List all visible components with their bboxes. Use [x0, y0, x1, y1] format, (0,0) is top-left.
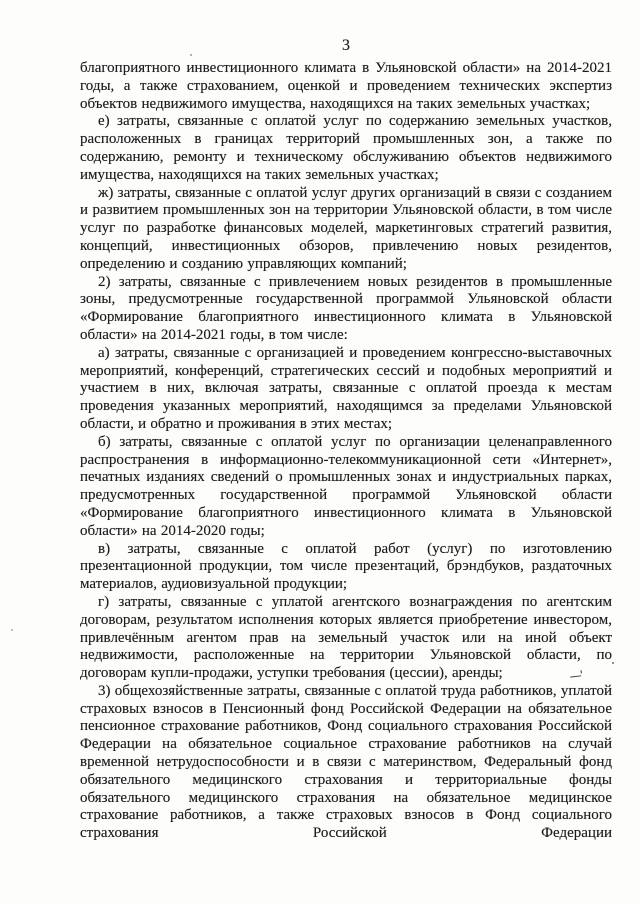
scan-speck-top [190, 54, 192, 56]
paragraph-item-v: в) затраты, связанные с оплатой работ (услуг) по изготовлению презентационной продукции, том числе презентаций, брэндбуков, раздаточных материалов, аудиовизуальной продукции; [80, 540, 612, 593]
scan-speck-left [11, 629, 13, 631]
page-number: 3 [342, 37, 350, 54]
paragraph-item-e: е) затраты, связанные с оплатой услуг по содержанию земельных участков, расположенных в границах территорий промышленных зон, а также по содержанию, ремонту и техническому обслуживанию объектов недвижимого имущества, находящихся на таких земельных участках; [80, 113, 612, 183]
paragraph-item-a: а) затраты, связанные с организацией и проведением конгрессно-выставочных мероприятий, конференций, стратегических сессий и подобных мероприятий и участием в них, включая затраты, связанные с оплатой проезда к местам проведения указанных мероприятий, находящимся за пределами Ульяновской области, и обратно и проживания в этих местах; [80, 344, 612, 432]
paragraph-item-b: б) затраты, связанные с оплатой услуг по организации целенаправленного распространения в информационно-телекоммуникационной сети «Интернет», печатных изданиях сведений о промышленных зонах и индустриальных парках, предусмотренных государственной программой Ульяновской области «Формирование благоприятного инвестиционного климата в Ульяновской области» на 2014-2020 годы; [80, 433, 612, 539]
paragraph-item-3: 3) общехозяйственные затраты, связанные с оплатой труда работников, уплатой страховых взносов в Пенсионный фонд Российской Федерации на обязательное пенсионное страхование работников, Фонд социального страхования Российской Федерации на обязательное социальное страхование работников на случай временной нетрудоспособности и в связи с материнством, Федеральный фонд обязательного медицинского страхования и территориальные фонды обязательного медицинского страхования на обязательное медицинское страхование работников, а также страховых взносов в Фонд социального страхования Российской Федерации [80, 682, 612, 842]
paragraph-item-g: г) затраты, связанные с уплатой агентского вознаграждения по агентским договорам, результатом исполнения которых является приобретение инвестором, привлечённым агентом прав на земельный участок или на иной объект недвижимости, расположенные на территории Ульяновской области, по договорам купли-продажи, уступки требования (цессии), аренды; [80, 593, 612, 682]
scan-speck-right [612, 662, 614, 664]
document-body [80, 60, 612, 843]
paragraph-continuation: благоприятного инвестиционного климата в Ульяновской области» на 2014-2021 годы, а также страхованием, оценкой и проведением технических экспертиз объектов недвижимого имущества, находящихся на таких земельных участках; [80, 60, 612, 112]
paragraph-item-2: 2) затраты, связанные с привлечением новых резидентов в промышленные зоны, предусмотренные государственной программой Ульяновской области «Формирование благоприятного инвестиционного климата в Ульяновской области» на 2014-2021 годы, в том числе: [80, 273, 612, 343]
paragraph-item-zh: ж) затраты, связанные с оплатой услуг других организаций в связи с созданием и развитием промышленных зон на территории Ульяновской области, в том числе услуг по разработке финансовых моделей, маркетинговых стратегий развития, концепций, инвестиционных обзоров, привлечению новых резидентов, определению и созданию управляющих компаний; [80, 184, 612, 272]
